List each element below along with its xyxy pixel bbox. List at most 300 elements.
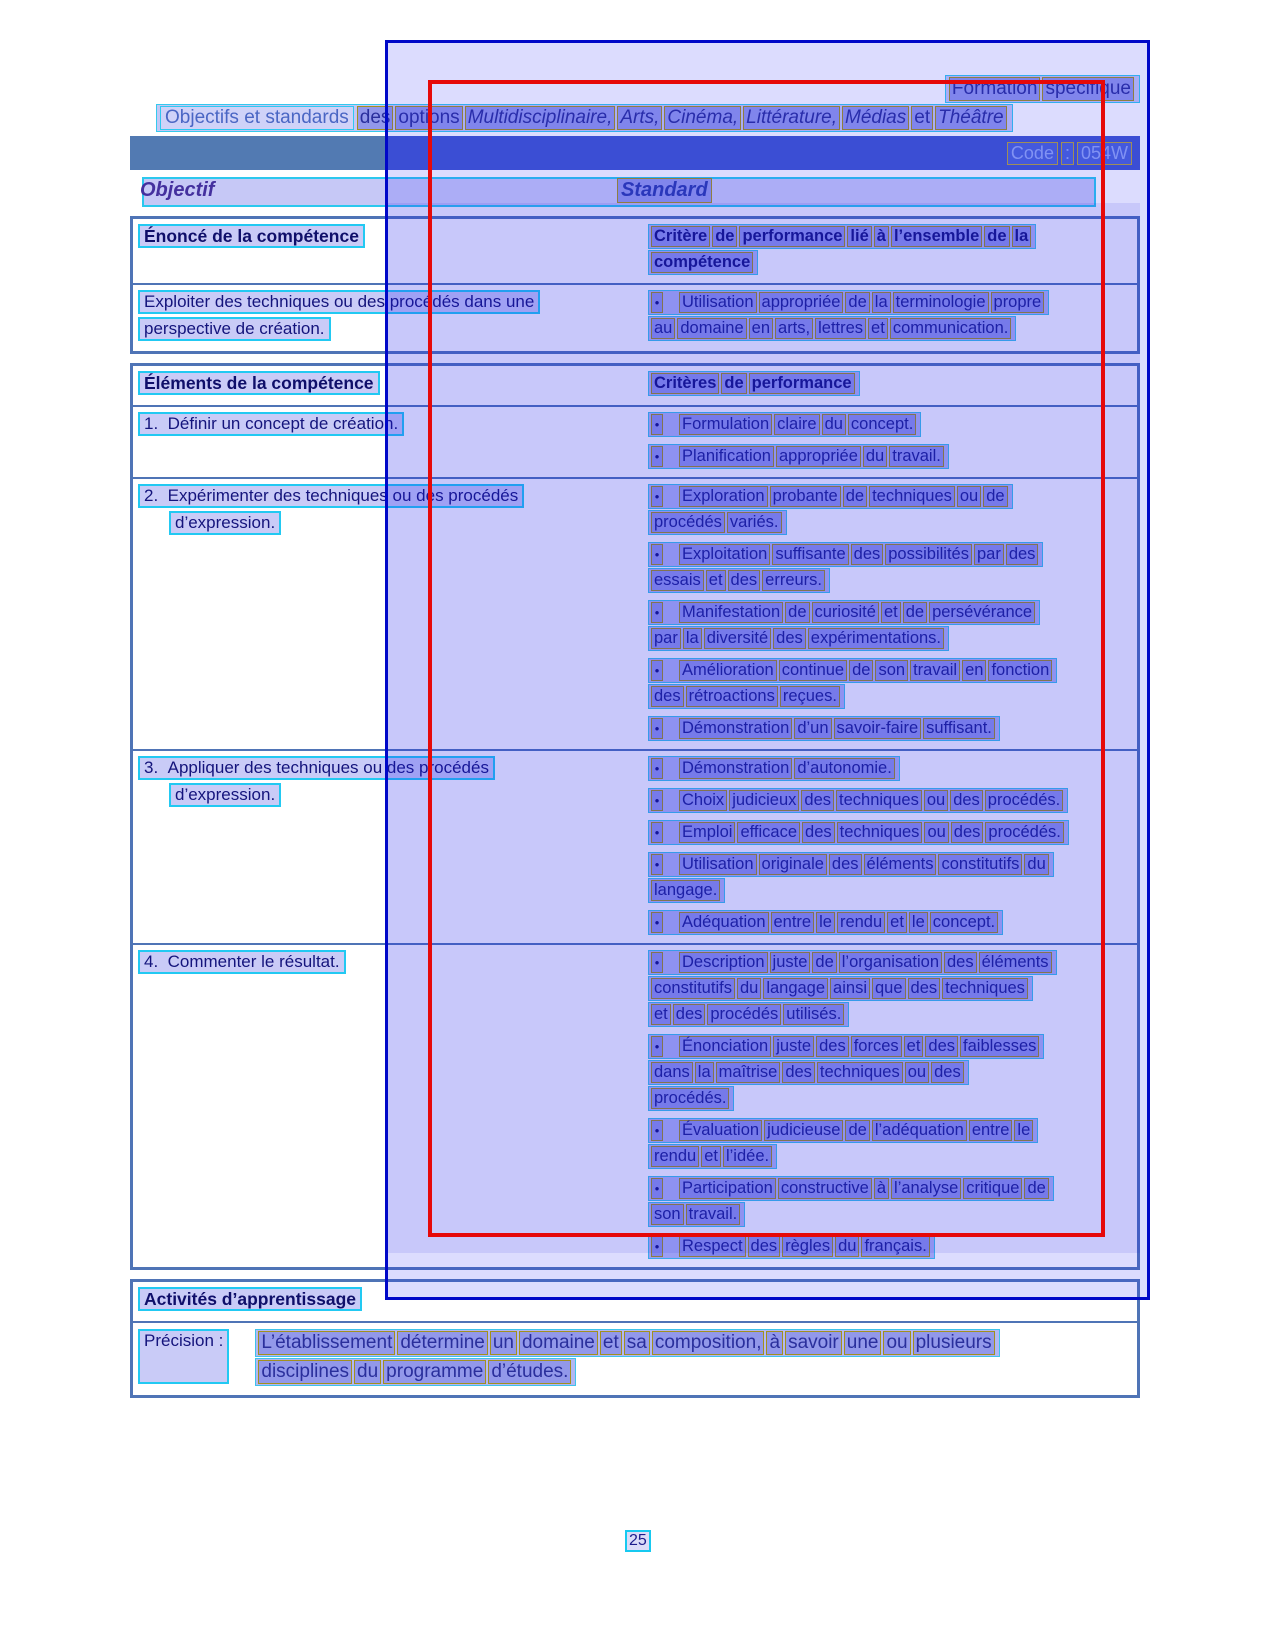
line-box bbox=[648, 290, 1049, 315]
word-box: Formation bbox=[949, 77, 1041, 101]
bullet-icon: • bbox=[651, 486, 663, 507]
line-box bbox=[648, 1118, 1038, 1143]
precision-row bbox=[133, 1321, 1137, 1395]
line-row bbox=[648, 484, 1137, 509]
word-box: et bbox=[911, 106, 933, 130]
section-header-row bbox=[133, 1282, 1137, 1321]
word-box: claire bbox=[774, 414, 819, 435]
criteria-item bbox=[648, 1176, 1137, 1227]
word-box: forces bbox=[851, 1036, 902, 1057]
word-box: de bbox=[984, 226, 1009, 247]
word-box: procédés bbox=[651, 512, 725, 533]
word-box: du bbox=[822, 414, 846, 435]
code-word-box: 054W bbox=[1077, 142, 1132, 165]
word-box: des bbox=[782, 1062, 815, 1083]
line-box bbox=[648, 600, 1040, 625]
line-row bbox=[648, 1034, 1137, 1059]
objectif-line bbox=[138, 412, 638, 439]
title-line-2 bbox=[130, 104, 1140, 132]
standard-cell bbox=[638, 484, 1137, 742]
word-box: des bbox=[802, 822, 835, 843]
line-box bbox=[648, 910, 1003, 935]
line-box bbox=[648, 444, 949, 469]
word-box: lettres bbox=[815, 318, 866, 339]
word-box: éléments bbox=[979, 952, 1052, 973]
bullet-icon: • bbox=[651, 660, 663, 681]
word-box: le bbox=[816, 912, 835, 933]
word-box: Démonstration bbox=[679, 758, 792, 779]
word-box: de bbox=[712, 226, 737, 247]
criteria-item bbox=[648, 1034, 1137, 1111]
page-number: 25 bbox=[625, 1530, 651, 1552]
document bbox=[130, 75, 1140, 1407]
criteria-item bbox=[648, 444, 1137, 469]
bullet-icon: • bbox=[651, 1036, 663, 1057]
word-box: français. bbox=[861, 1236, 929, 1257]
word-box: des bbox=[801, 790, 834, 811]
phrase-box: 4. Commenter le résultat. bbox=[138, 950, 346, 974]
line-row bbox=[648, 444, 1137, 469]
word-box: langage. bbox=[651, 880, 720, 901]
word-box: et bbox=[701, 1146, 721, 1167]
precision-content bbox=[255, 1329, 999, 1387]
criteria-item bbox=[648, 950, 1137, 1027]
word-box: par bbox=[651, 628, 681, 649]
word-box: options bbox=[395, 106, 462, 130]
line-row bbox=[648, 658, 1137, 683]
word-box: savoir-faire bbox=[834, 718, 922, 739]
line-box bbox=[648, 852, 1054, 877]
line-box bbox=[648, 224, 1036, 249]
word-box: un bbox=[490, 1331, 517, 1355]
table-row bbox=[133, 943, 1137, 1267]
line-row bbox=[648, 1060, 1137, 1085]
word-box: de bbox=[812, 952, 836, 973]
line-box bbox=[648, 716, 1000, 741]
objectif-line bbox=[138, 317, 638, 344]
line-box bbox=[648, 950, 1057, 975]
word-box: originale bbox=[759, 854, 827, 875]
word-box: des bbox=[651, 686, 684, 707]
bullet-icon: • bbox=[651, 292, 663, 313]
word-box: Exploitation bbox=[679, 544, 770, 565]
word-box: des bbox=[925, 1036, 958, 1057]
line-row bbox=[648, 510, 1137, 535]
word-box: Planification bbox=[679, 446, 774, 467]
line-box bbox=[648, 568, 830, 593]
criteria-item bbox=[648, 412, 1137, 437]
word-box: l’idée. bbox=[723, 1146, 772, 1167]
word-box: judicieux bbox=[729, 790, 799, 811]
word-box: des bbox=[944, 952, 977, 973]
table-section bbox=[130, 363, 1140, 1270]
word-box: Démonstration bbox=[679, 718, 792, 739]
bullet-icon: • bbox=[651, 1178, 663, 1199]
criteria-item bbox=[648, 600, 1137, 651]
standard-cell bbox=[638, 756, 1137, 936]
line-row bbox=[648, 316, 1137, 341]
column-header-row bbox=[130, 177, 1140, 207]
line-row bbox=[648, 626, 1137, 651]
word-box: Arts, bbox=[617, 106, 662, 130]
bullet-icon: • bbox=[651, 602, 663, 623]
word-box: des bbox=[950, 790, 983, 811]
phrase-box: perspective de création. bbox=[138, 317, 331, 341]
bullet-icon: • bbox=[651, 1120, 663, 1141]
criteria-item bbox=[648, 756, 1137, 781]
word-box: ou bbox=[924, 790, 948, 811]
word-box: Description bbox=[679, 952, 768, 973]
section-header-right-cell bbox=[638, 224, 1137, 276]
word-box: du bbox=[1024, 854, 1048, 875]
word-box: plusieurs bbox=[913, 1331, 995, 1355]
table-section bbox=[130, 216, 1140, 354]
word-box: et bbox=[706, 570, 726, 591]
word-box: travail. bbox=[889, 446, 944, 467]
word-box: éléments bbox=[864, 854, 937, 875]
word-box: probante bbox=[770, 486, 841, 507]
criteria-item bbox=[648, 484, 1137, 535]
line-row bbox=[648, 852, 1137, 877]
word-box: de bbox=[849, 660, 873, 681]
word-box: Énonciation bbox=[679, 1036, 771, 1057]
word-box: de bbox=[785, 602, 809, 623]
line-box bbox=[648, 1234, 935, 1259]
line-box bbox=[648, 1176, 1054, 1201]
line-row bbox=[648, 568, 1137, 593]
word-box: en bbox=[749, 318, 773, 339]
line-box bbox=[648, 1002, 849, 1027]
word-box: de bbox=[721, 373, 746, 394]
word-box: Médias bbox=[842, 106, 909, 130]
word-box: juste bbox=[773, 1036, 814, 1057]
word-box: entre bbox=[771, 912, 815, 933]
word-box: techniques bbox=[836, 790, 922, 811]
line-row bbox=[648, 878, 1137, 903]
phrase-box: 2. Expérimenter des techniques ou des procédés bbox=[138, 484, 524, 508]
bullet-icon: • bbox=[651, 1236, 663, 1257]
line-row bbox=[648, 250, 1137, 275]
word-box: dans bbox=[651, 1062, 693, 1083]
word-box: son bbox=[651, 1204, 684, 1225]
line-box bbox=[255, 1358, 576, 1386]
word-box: à bbox=[874, 1178, 889, 1199]
word-box: concept. bbox=[848, 414, 916, 435]
code-line bbox=[1004, 142, 1132, 165]
criteria-item bbox=[648, 1234, 1137, 1259]
word-box: l’analyse bbox=[891, 1178, 961, 1199]
line-row bbox=[648, 1086, 1137, 1111]
word-box: la bbox=[695, 1062, 714, 1083]
section-header-label: Énoncé de la compétence bbox=[138, 224, 365, 248]
column-header-objectif: Objectif bbox=[140, 179, 215, 201]
word-box: d’études. bbox=[488, 1360, 571, 1384]
line-row bbox=[648, 716, 1137, 741]
section-header-left-cell bbox=[133, 224, 638, 276]
criteria-item bbox=[648, 910, 1137, 935]
line-row bbox=[648, 1002, 1137, 1027]
word-box: langage bbox=[763, 978, 828, 999]
line-box bbox=[648, 1202, 745, 1227]
word-box: techniques bbox=[869, 486, 955, 507]
word-box: de bbox=[845, 1120, 869, 1141]
line-box bbox=[648, 250, 758, 275]
word-box: Adéquation bbox=[679, 912, 769, 933]
word-box: Utilisation bbox=[679, 292, 757, 313]
line-box bbox=[648, 371, 860, 396]
line-row bbox=[648, 684, 1137, 709]
word-box: et bbox=[600, 1331, 622, 1355]
table-row bbox=[133, 749, 1137, 943]
word-box: suffisant. bbox=[923, 718, 995, 739]
word-box: domaine bbox=[677, 318, 746, 339]
table-row bbox=[133, 477, 1137, 749]
line-box bbox=[648, 756, 900, 781]
word-box: suffisante bbox=[772, 544, 848, 565]
objectif-line bbox=[138, 783, 638, 810]
criteria-item bbox=[648, 852, 1137, 903]
word-box: ainsi bbox=[830, 978, 870, 999]
word-box: Cinéma, bbox=[664, 106, 741, 130]
word-box: techniques bbox=[837, 822, 923, 843]
subtitle-lead-phrase: Objectifs et standards bbox=[160, 106, 354, 130]
word-box: procédés. bbox=[985, 790, 1063, 811]
word-box: spécifique bbox=[1042, 77, 1134, 101]
word-box: essais bbox=[651, 570, 704, 591]
line-box bbox=[648, 1086, 734, 1111]
section-header-label: Éléments de la compétence bbox=[138, 371, 380, 395]
bullet-icon: • bbox=[651, 854, 663, 875]
word-box: des bbox=[1006, 544, 1039, 565]
table-section bbox=[130, 1279, 1140, 1398]
word-box: communication. bbox=[890, 318, 1012, 339]
word-box: constitutifs bbox=[651, 978, 735, 999]
word-box: Littérature, bbox=[743, 106, 840, 130]
word-box: Emploi bbox=[679, 822, 735, 843]
word-box: efficace bbox=[737, 822, 800, 843]
word-box: procédés. bbox=[651, 1088, 729, 1109]
bullet-icon: • bbox=[651, 758, 663, 779]
word-box: constitutifs bbox=[938, 854, 1022, 875]
word-box: ou bbox=[905, 1062, 929, 1083]
word-box: de bbox=[1024, 1178, 1048, 1199]
word-box: fonction bbox=[988, 660, 1052, 681]
word-box: au bbox=[651, 318, 675, 339]
line-row bbox=[648, 820, 1137, 845]
criteria-item bbox=[648, 1118, 1137, 1169]
word-box: des bbox=[829, 854, 862, 875]
word-box: curiosité bbox=[812, 602, 879, 623]
line-row bbox=[648, 371, 1137, 396]
word-box: travail. bbox=[686, 1204, 741, 1225]
word-box: Choix bbox=[679, 790, 727, 811]
objectif-cell bbox=[133, 412, 638, 470]
word-box: le bbox=[909, 912, 928, 933]
word-box: son bbox=[875, 660, 908, 681]
word-box: détermine bbox=[397, 1331, 488, 1355]
column-header-standard: Standard bbox=[617, 178, 712, 203]
line-box bbox=[648, 626, 949, 651]
precision-label: Précision : bbox=[138, 1329, 229, 1384]
word-box: judicieuse bbox=[764, 1120, 843, 1141]
word-box: performance bbox=[739, 226, 845, 247]
line-box bbox=[255, 1329, 999, 1357]
word-box: persévérance bbox=[929, 602, 1035, 623]
section-header-label: Activités d’apprentissage bbox=[138, 1287, 362, 1311]
word-box: du bbox=[863, 446, 887, 467]
bullet-icon: • bbox=[651, 414, 663, 435]
word-box: Théâtre bbox=[935, 106, 1006, 130]
word-box: du bbox=[737, 978, 761, 999]
line-row bbox=[648, 600, 1137, 625]
word-box: ou bbox=[957, 486, 981, 507]
word-box: ou bbox=[924, 822, 948, 843]
line-box bbox=[648, 1060, 969, 1085]
word-box: L’établissement bbox=[258, 1331, 395, 1355]
criteria-item bbox=[648, 658, 1137, 709]
word-box: du bbox=[354, 1360, 381, 1384]
word-box: des bbox=[673, 1004, 706, 1025]
bullet-icon: • bbox=[651, 790, 663, 811]
objectif-cell bbox=[133, 290, 638, 344]
standard-cell bbox=[638, 950, 1137, 1260]
word-box: Utilisation bbox=[679, 854, 757, 875]
line-box bbox=[648, 542, 1043, 567]
word-box: rétroactions bbox=[686, 686, 778, 707]
word-box: de bbox=[845, 292, 869, 313]
word-box: l’adéquation bbox=[872, 1120, 967, 1141]
word-box: lié bbox=[847, 226, 871, 247]
criteria-item bbox=[648, 788, 1137, 813]
word-box: possibilités bbox=[885, 544, 972, 565]
line-row bbox=[648, 224, 1137, 249]
word-box: diversité bbox=[704, 628, 771, 649]
objectif-cell bbox=[133, 950, 638, 1260]
word-box: et bbox=[887, 912, 907, 933]
word-box: d’autonomie. bbox=[794, 758, 894, 779]
word-box: compétence bbox=[651, 252, 753, 273]
objectif-line bbox=[138, 484, 638, 511]
bullet-icon: • bbox=[651, 446, 663, 467]
word-box: des bbox=[748, 1236, 781, 1257]
word-box: et bbox=[881, 602, 901, 623]
title-line-box bbox=[945, 75, 1140, 103]
word-box: appropriée bbox=[776, 446, 861, 467]
bullet-icon: • bbox=[651, 952, 663, 973]
line-box bbox=[648, 820, 1069, 845]
section-header-right-cell bbox=[638, 371, 1137, 398]
line-row bbox=[648, 542, 1137, 567]
criteria-item bbox=[648, 716, 1137, 741]
line-row bbox=[648, 976, 1137, 1001]
bullet-icon: • bbox=[651, 544, 663, 565]
bullet-icon: • bbox=[651, 718, 663, 739]
word-box: et bbox=[651, 1004, 671, 1025]
word-box: techniques bbox=[942, 978, 1028, 999]
word-box: rendu bbox=[837, 912, 885, 933]
word-box: Multidisciplinaire, bbox=[465, 106, 616, 130]
line-box bbox=[648, 976, 1033, 1001]
line-row bbox=[648, 788, 1137, 813]
word-box: reçues. bbox=[780, 686, 840, 707]
phrase-box: Exploiter des techniques ou des procédés dans une bbox=[138, 290, 540, 314]
word-box: Manifestation bbox=[679, 602, 783, 623]
line-box bbox=[648, 510, 787, 535]
section-header-row bbox=[133, 219, 1137, 283]
word-box: des bbox=[951, 822, 984, 843]
section-header-right-cell bbox=[638, 1287, 1137, 1314]
line-box bbox=[648, 1034, 1044, 1059]
word-box: Critère bbox=[651, 226, 710, 247]
word-box: concept. bbox=[930, 912, 998, 933]
line-row bbox=[648, 950, 1137, 975]
word-box: règles bbox=[782, 1236, 833, 1257]
word-box: d’un bbox=[794, 718, 831, 739]
word-box: Participation bbox=[679, 1178, 776, 1199]
phrase-box: d’expression. bbox=[169, 783, 281, 807]
table-row bbox=[133, 283, 1137, 351]
word-box: entre bbox=[969, 1120, 1013, 1141]
line-row bbox=[648, 412, 1137, 437]
word-box: des bbox=[357, 106, 394, 130]
word-box: Critères bbox=[651, 373, 719, 394]
word-box: ou bbox=[883, 1331, 910, 1355]
line-box bbox=[648, 684, 845, 709]
word-box: programme bbox=[383, 1360, 486, 1384]
section-header-left-cell bbox=[133, 1287, 638, 1314]
word-box: à bbox=[766, 1331, 783, 1355]
word-box: Formulation bbox=[679, 414, 772, 435]
line-box bbox=[648, 658, 1057, 683]
table-sections bbox=[130, 216, 1140, 1398]
objectif-cell bbox=[133, 756, 638, 936]
section-header-left-cell bbox=[133, 371, 638, 398]
line-box bbox=[648, 1144, 777, 1169]
word-box: disciplines bbox=[258, 1360, 352, 1384]
line-row bbox=[648, 910, 1137, 935]
word-box: expérimentations. bbox=[808, 628, 944, 649]
line-row bbox=[648, 1118, 1137, 1143]
word-box: de bbox=[903, 602, 927, 623]
word-box: l’ensemble bbox=[891, 226, 982, 247]
word-box: des bbox=[851, 544, 884, 565]
word-box: la bbox=[872, 292, 891, 313]
word-box: Respect bbox=[679, 1236, 746, 1257]
phrase-box: 1. Définir un concept de création. bbox=[138, 412, 404, 436]
word-box: des bbox=[816, 1036, 849, 1057]
word-box: erreurs. bbox=[762, 570, 825, 591]
criteria-item bbox=[648, 542, 1137, 593]
subtitle-line-box bbox=[156, 104, 1013, 132]
criteria-item bbox=[648, 820, 1137, 845]
line-box bbox=[648, 484, 1013, 509]
word-box: terminologie bbox=[893, 292, 989, 313]
word-box: composition, bbox=[652, 1331, 765, 1355]
word-box: des bbox=[908, 978, 941, 999]
line-box bbox=[648, 788, 1068, 813]
objectif-line bbox=[138, 950, 638, 977]
word-box: des bbox=[773, 628, 806, 649]
word-box: sa bbox=[624, 1331, 650, 1355]
objectif-line bbox=[138, 756, 638, 783]
code-word-box: : bbox=[1061, 142, 1074, 165]
word-box: à bbox=[874, 226, 889, 247]
word-box: domaine bbox=[519, 1331, 598, 1355]
bullet-icon: • bbox=[651, 912, 663, 933]
bullet-icon: • bbox=[651, 822, 663, 843]
word-box: performance bbox=[749, 373, 855, 394]
word-box: Amélioration bbox=[679, 660, 777, 681]
